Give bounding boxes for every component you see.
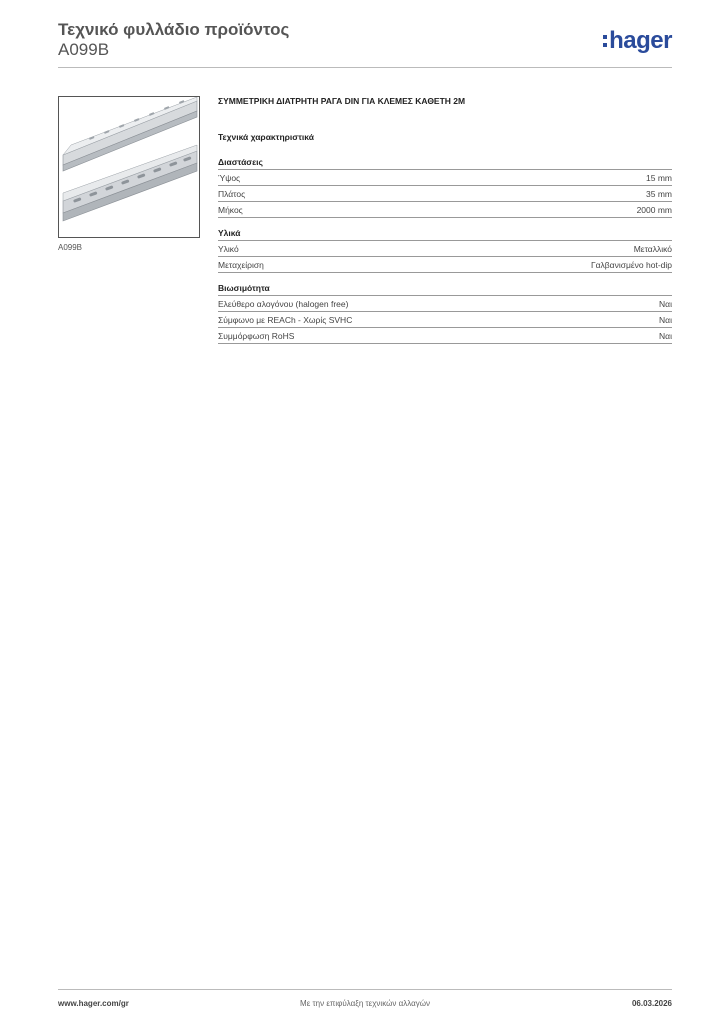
product-details: [218, 96, 672, 344]
section-title: Τεχνικά χαρακτηριστικά: [218, 132, 314, 142]
product-code: A099B: [58, 40, 110, 59]
spec-row: [218, 312, 672, 328]
spec-row: [218, 328, 672, 344]
spec-label: Ύψος: [218, 172, 241, 183]
spec-value: Ναι: [659, 314, 672, 325]
header-divider: [58, 67, 672, 68]
footer-website-link[interactable]: www.hager.com/gr: [58, 999, 129, 1008]
document-title: Τεχνικό φυλλάδιο προϊόντος: [58, 20, 290, 39]
group-title: Υλικά: [218, 228, 672, 241]
spec-group-dimensions: [218, 157, 672, 218]
logo-text: hager: [609, 27, 672, 54]
spec-value: 15 mm: [646, 172, 672, 183]
hager-logo: [603, 27, 672, 55]
product-title: ΣΥΜΜΕΤΡΙΚΗ ΔΙΑΤΡΗΤΗ ΡΑΓΑ DIN ΓΙΑ ΚΛΕΜΕΣ ΚΑΘΕΤΗ 2Μ: [218, 96, 466, 106]
footer-divider: [58, 989, 672, 990]
spec-row: [218, 170, 672, 186]
din-rail-illustration: [59, 97, 199, 237]
spec-value: Μεταλλικό: [633, 243, 672, 254]
spec-value: Ναι: [659, 298, 672, 309]
footer-date: 06.03.2026: [631, 999, 672, 1008]
spec-value: Γαλβανισμένο hot-dip: [590, 259, 672, 270]
spec-row: [218, 257, 672, 273]
spec-value: Ναι: [659, 330, 672, 341]
spec-row: [218, 186, 672, 202]
spec-label: Συμμόρφωση RoHS: [218, 330, 295, 341]
spec-label: Μεταχείριση: [218, 259, 264, 270]
footer-notice: Με την επιφύλαξη τεχνικών αλλαγών: [300, 999, 430, 1008]
spec-row: [218, 202, 672, 218]
group-title: Βιωσιμότητα: [218, 283, 672, 296]
image-caption: A099B: [58, 243, 83, 252]
spec-group-materials: [218, 228, 672, 273]
spec-row: [218, 296, 672, 312]
spec-label: Μήκος: [218, 204, 243, 215]
spec-value: 35 mm: [646, 188, 672, 199]
spec-row: [218, 241, 672, 257]
spec-group-sustainability: [218, 283, 672, 344]
spec-value: 2000 mm: [636, 204, 672, 215]
spec-label: Σύμφωνο με REACh - Χωρίς SVHC: [218, 314, 353, 325]
page-header: [58, 20, 672, 60]
spec-label: Πλάτος: [218, 188, 246, 199]
logo-dots-icon: [603, 35, 607, 47]
spec-label: Ελεύθερο αλογόνου (halogen free): [218, 298, 349, 309]
product-image: [58, 96, 200, 238]
spec-label: Υλικό: [218, 243, 239, 254]
group-title: Διαστάσεις: [218, 157, 672, 170]
